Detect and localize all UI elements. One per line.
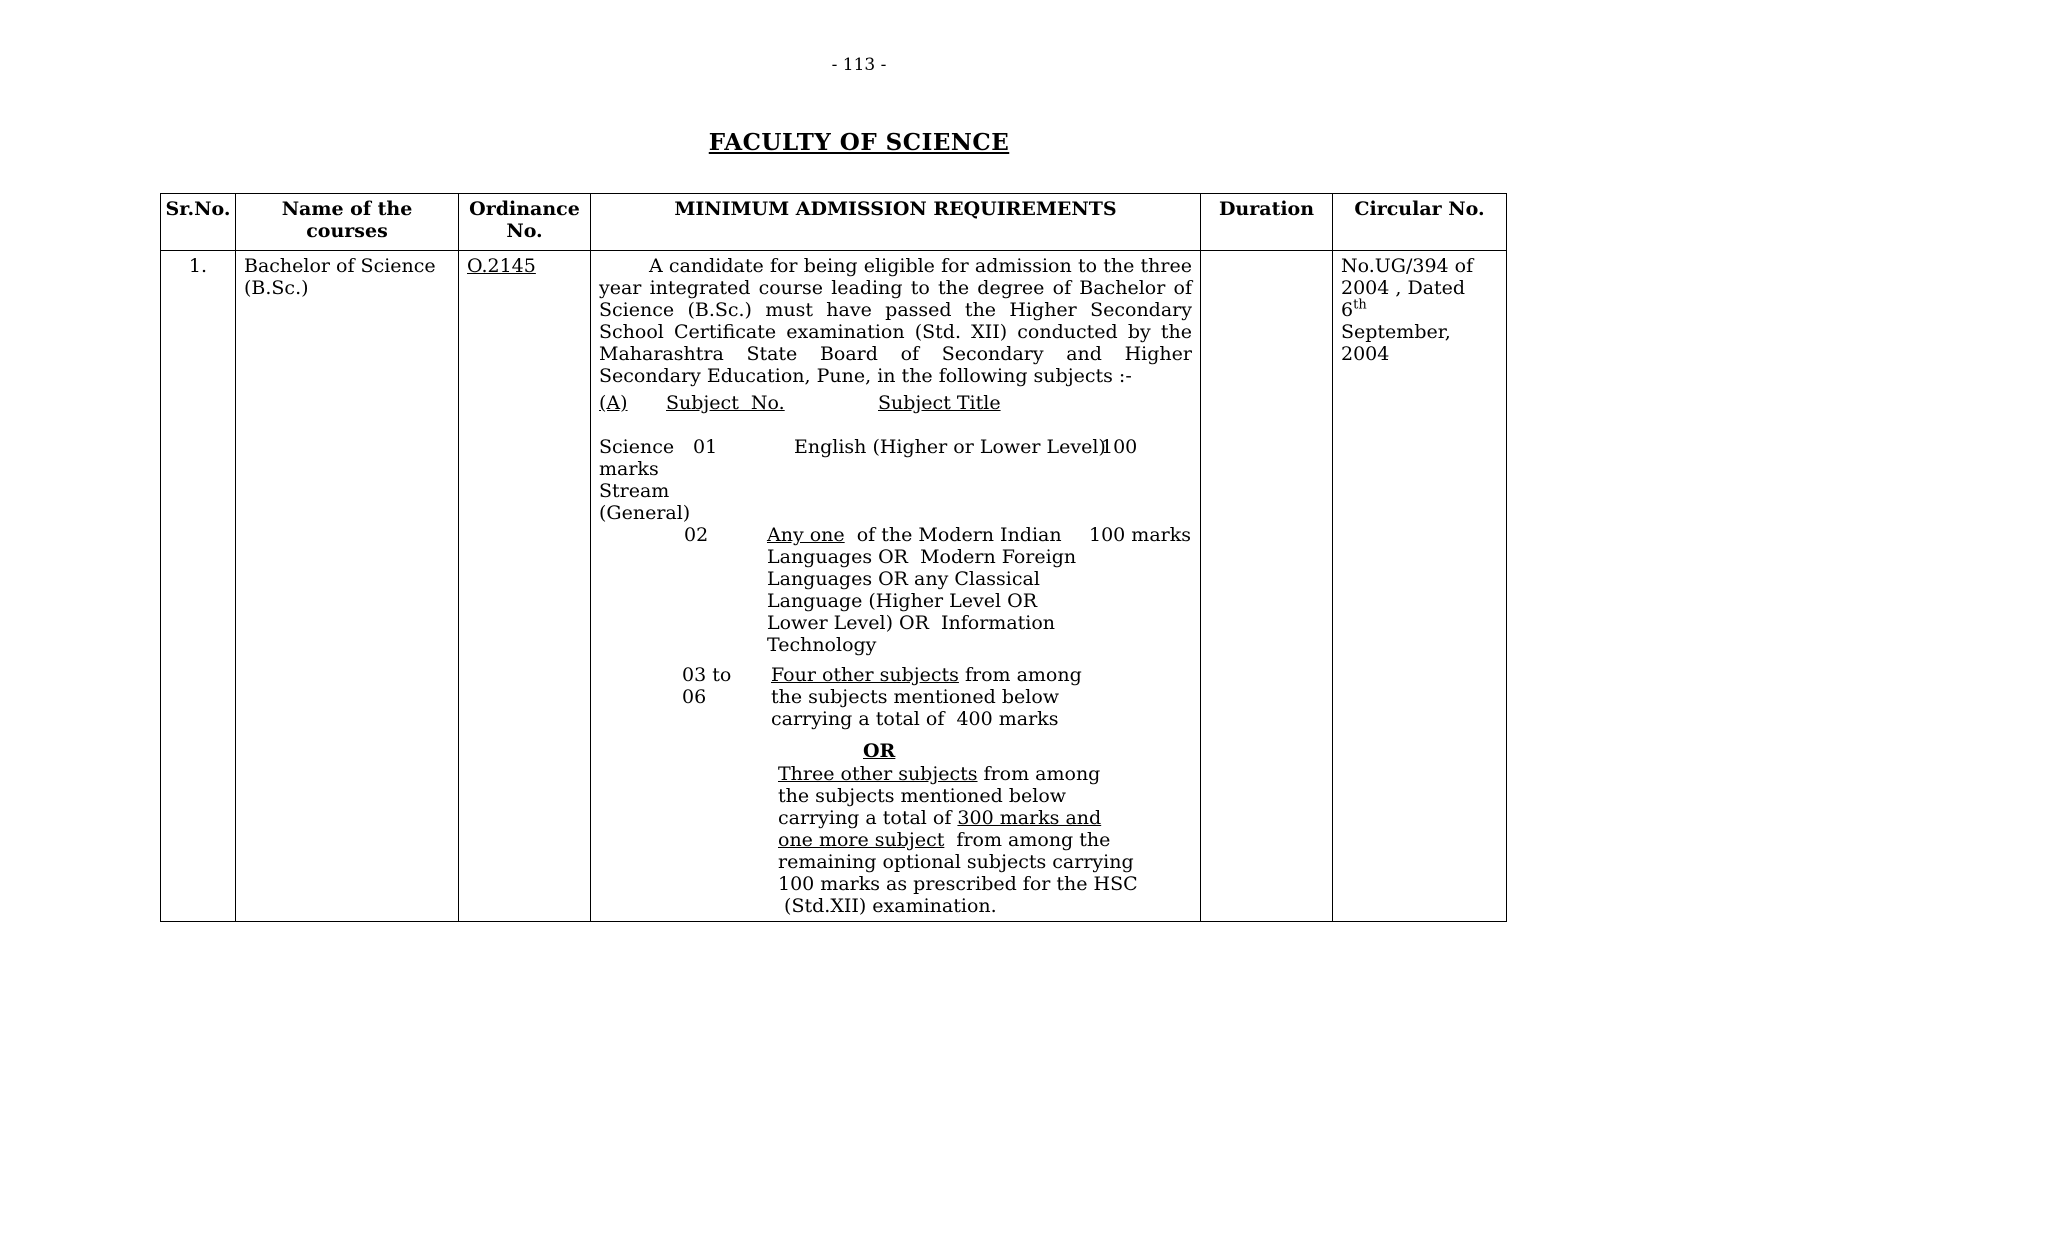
- alternative-requirements: Three other subjects from among the subjects mentioned below carrying a total of 300 marks and one more subject from among the remaining optional subjects carrying 100 marks as prescribed for the HSC (Std.XII) examination.: [778, 763, 1138, 917]
- col-header-requirements: MINIMUM ADMISSION REQUIREMENTS: [591, 194, 1201, 251]
- subject-header-a: (A): [599, 392, 628, 414]
- col-header-course-name: Name of the courses: [236, 194, 459, 251]
- subject-3-title: Four other subjects from among the subjects mentioned below carrying a total of 400 marks: [771, 664, 1082, 730]
- ordinance-number: O.2145: [467, 255, 536, 277]
- subject-2-no: 02: [684, 524, 709, 546]
- cell-sr-no: 1.: [161, 251, 236, 922]
- subject-row-1: [599, 436, 1192, 458]
- subject-1-title: English (Higher or Lower Level): [794, 436, 1106, 458]
- subject-header-no: Subject No.: [666, 392, 785, 414]
- courses-table: [160, 193, 1507, 922]
- cell-course-name: Bachelor of Science (B.Sc.): [236, 251, 459, 922]
- subject-row-2: [599, 524, 1192, 656]
- subject-row-3: [599, 664, 1192, 730]
- stream-name-line-1: Science: [599, 436, 675, 458]
- subject-3-no-line-1: 03 to: [682, 664, 732, 686]
- subject-1-no: 01: [693, 436, 718, 458]
- page-number: - 113 -: [831, 55, 887, 75]
- or-label: OR: [863, 740, 896, 762]
- subject-1-marks-wrap: marks: [599, 458, 659, 480]
- course-row: [161, 251, 1507, 922]
- subject-list-header: [599, 392, 1192, 414]
- col-header-sr-no: Sr.No.: [161, 194, 236, 251]
- col-header-duration: Duration: [1201, 194, 1333, 251]
- stream-name-line-2: Stream: [599, 480, 670, 502]
- cell-duration: [1201, 251, 1333, 922]
- subject-header-title: Subject Title: [878, 392, 1001, 414]
- cell-requirements: [591, 251, 1201, 922]
- subject-3-no-line-2: 06: [682, 686, 707, 708]
- cell-circular-no: No.UG/394 of 2004 , Dated 6th September, 2004: [1333, 251, 1507, 922]
- subject-2-marks: 100 marks: [1089, 524, 1191, 546]
- table-header-row: [161, 194, 1507, 251]
- requirements-intro: A candidate for being eligible for admission to the three year integrated course leading to the degree of Bachelor of Science (B.Sc.) must have passed the Higher Secondary School Certificate examination (Std. XII) conducted by the Maharashtra State Board of Secondary and Higher Secondary Education, Pune, in the following subjects :-: [599, 255, 1192, 387]
- col-header-circular-no: Circular No.: [1333, 194, 1507, 251]
- stream-name-line-3: (General): [599, 502, 691, 524]
- cell-ordinance-no: [459, 251, 591, 922]
- col-header-ordinance-no: Ordinance No.: [459, 194, 591, 251]
- or-divider: [599, 740, 1192, 762]
- page-title: FACULTY OF SCIENCE: [708, 129, 1010, 156]
- subject-1-marks: 100: [1101, 436, 1138, 458]
- subject-2-title: Any one of the Modern Indian Languages OR Modern Foreign Languages OR any Classical Language (Higher Level OR Lower Level) OR Information Technology: [767, 524, 1077, 656]
